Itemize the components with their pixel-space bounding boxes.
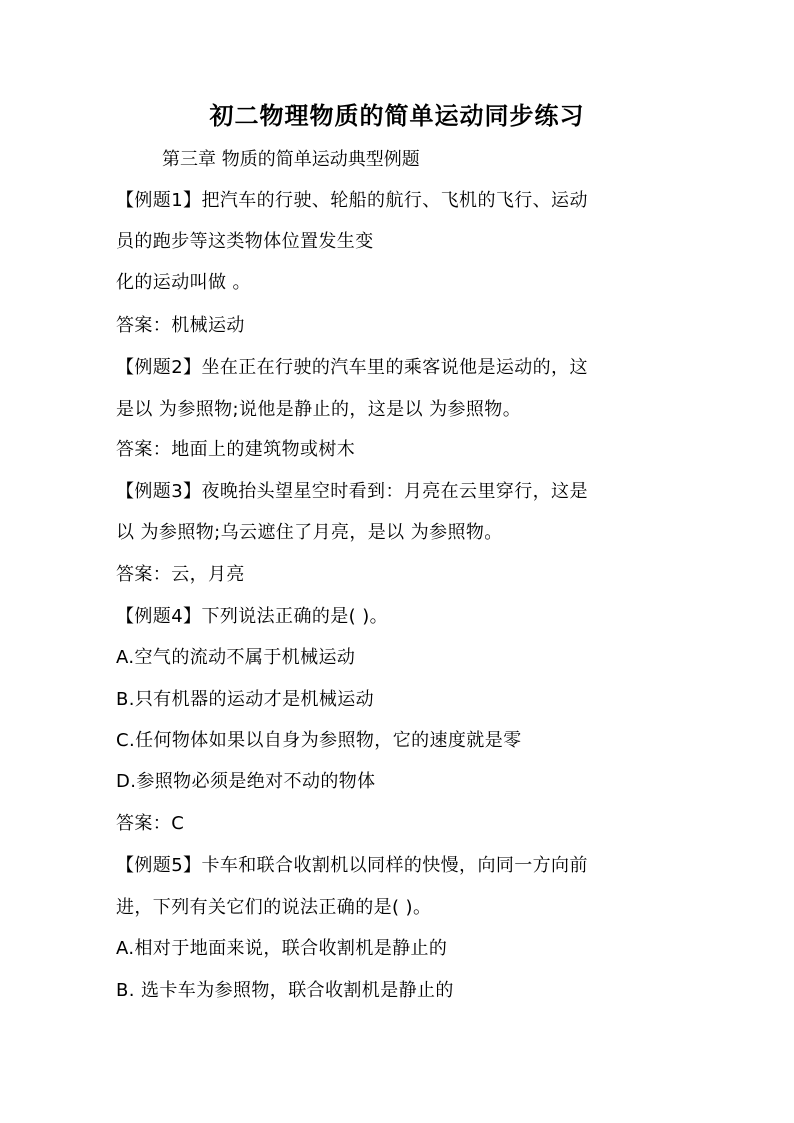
example-4-option-c: C.任何物体如果以自身为参照物，它的速度就是零 [116, 730, 522, 751]
chapter-subtitle: 第三章 物质的简单运动典型例题 [162, 149, 420, 170]
example-3-question-line-2: 以 为参照物;乌云遮住了月亮，是以 为参照物。 [116, 522, 503, 543]
example-2-question-line-2: 是以 为参照物;说他是静止的，这是以 为参照物。 [116, 399, 522, 420]
example-4-option-b: B.只有机器的运动才是机械运动 [116, 689, 375, 710]
example-1-question-line-1: 【例题1】把汽车的行驶、轮船的航行、飞机的飞行、运动 [116, 190, 588, 211]
document-title: 初二物理物质的简单运动同步练习 [209, 101, 585, 130]
example-3-answer: 答案：云，月亮 [116, 564, 245, 585]
example-4-option-d: D.参照物必须是绝对不动的物体 [116, 771, 376, 792]
example-1-question-line-2: 员的跑步等这类物体位置发生变 [116, 231, 374, 252]
example-3-question-line-1: 【例题3】夜晚抬头望星空时看到：月亮在云里穿行，这是 [116, 481, 588, 502]
example-2-question-line-1: 【例题2】坐在正在行驶的汽车里的乘客说他是运动的，这 [116, 357, 588, 378]
example-5-question-line-2: 进，下列有关它们的说法正确的是( )。 [116, 897, 432, 918]
example-4-option-a: A.空气的流动不属于机械运动 [116, 647, 356, 668]
example-2-answer: 答案：地面上的建筑物或树木 [116, 439, 356, 460]
example-4-question: 【例题4】下列说法正确的是( )。 [116, 606, 389, 627]
example-5-option-a: A.相对于地面来说，联合收割机是静止的 [116, 938, 448, 959]
example-5-question-line-1: 【例题5】卡车和联合收割机以同样的快慢，向同一方向前 [116, 855, 588, 876]
example-1-answer: 答案：机械运动 [116, 315, 245, 336]
example-5-option-b: B. 选卡车为参照物，联合收割机是静止的 [116, 980, 454, 1001]
example-4-answer: 答案：C [116, 813, 185, 834]
example-1-question-line-3: 化的运动叫做 。 [116, 272, 251, 293]
